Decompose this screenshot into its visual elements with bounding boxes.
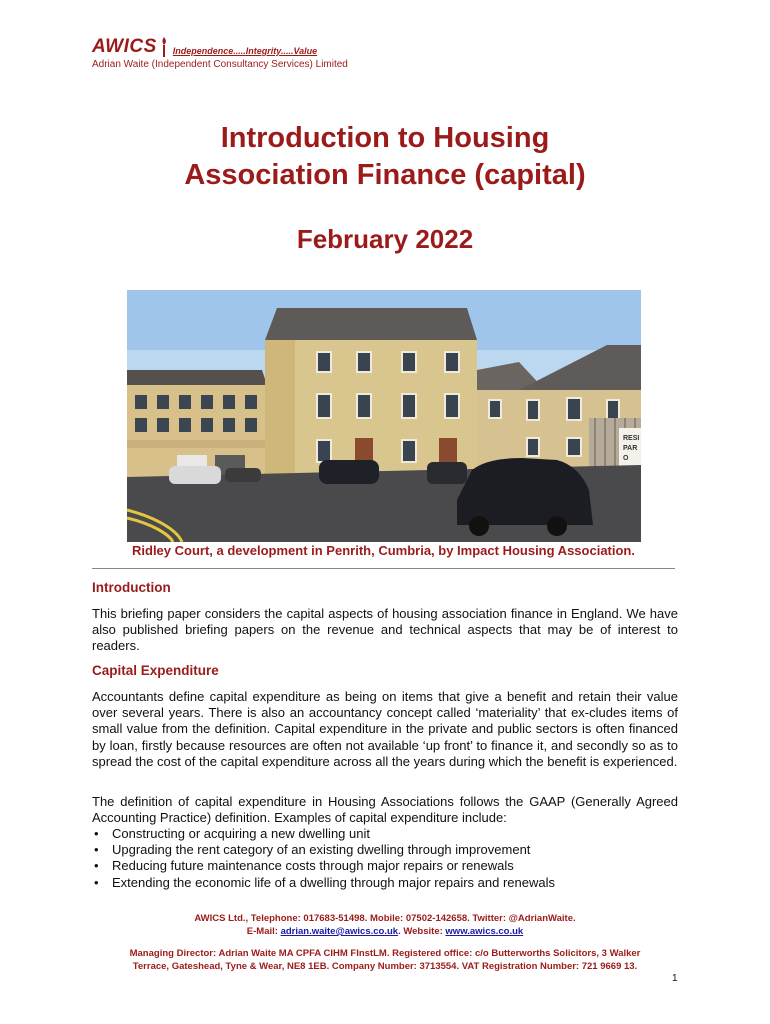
registration-line-1: Managing Director: Adrian Waite MA CPFA CIHM FInstLM. Registered office: c/o Butterworths Solicitors, 3 Walker	[129, 948, 641, 959]
page-header	[92, 36, 348, 70]
company-name: Adrian Waite (Independent Consultancy Services) Limited	[92, 59, 348, 70]
caption-divider	[92, 568, 675, 569]
housing-photo	[127, 290, 641, 542]
email-label: E-Mail:	[246, 926, 281, 937]
list-item: • Extending the economic life of a dwelling through major repairs and renewals	[92, 875, 678, 891]
list-item: • Reducing future maintenance costs through major repairs or renewals	[92, 858, 678, 874]
page-number: 1	[672, 973, 678, 984]
tagline: Independence.....Integrity.....Value	[172, 46, 318, 56]
footer-web-line	[0, 925, 770, 938]
website-label: . Website:	[398, 926, 446, 937]
sign-text-1: RESI	[623, 435, 640, 442]
torch-icon	[159, 36, 169, 58]
introduction-paragraph: This briefing paper considers the capital aspects of housing association finance in England. We have also published briefing papers on the revenue and technical aspects that may be of interest to readers.	[92, 606, 678, 654]
website-link[interactable]: www.awics.co.uk	[445, 926, 524, 937]
sign-text-3: O	[623, 455, 629, 462]
capital-expenditure-examples	[92, 826, 678, 891]
document-date: February 2022	[296, 224, 474, 254]
title-line-2: Association Finance (capital)	[184, 159, 586, 191]
footer-registration	[0, 947, 770, 973]
housing-photo-illustration	[127, 290, 641, 542]
email-link[interactable]: adrian.waite@awics.co.uk	[280, 926, 399, 937]
registration-line-2: Terrace, Gateshead, Tyne & Wear, NE8 1EB. Company Number: 3713554. VAT Registration Number: 721 9669 13.	[132, 961, 638, 972]
title-line-1: Introduction to Housing	[220, 122, 550, 154]
page-title	[0, 120, 770, 194]
capital-expenditure-heading: Capital Expenditure	[92, 663, 219, 678]
capital-expenditure-paragraph-1: Accountants define capital expenditure as being on items that give a benefit and retain their value over several years. There is also an accountancy concept called ‘materiality’ that ex-cludes items of small value from the definition. Capital expenditure in the private and public sectors is often financed by loan, firstly because resources are often not available ‘up front’ to finance it, and secondly so as to spread the cost of the capital expenditure across all the years during which the benefit is experienced.	[92, 689, 678, 769]
footer-contact	[0, 912, 770, 938]
capital-expenditure-paragraph-2: The definition of capital expenditure in Housing Associations follows the GAAP (Generally Agreed Accounting Practice) definition. Examples of capital expenditure include:	[92, 794, 678, 826]
list-item: • Upgrading the rent category of an existing dwelling through improvement	[92, 842, 678, 858]
photo-caption: Ridley Court, a development in Penrith, Cumbria, by Impact Housing Association.	[132, 543, 635, 558]
sign-text-2: PAR	[623, 445, 638, 452]
list-item: • Constructing or acquiring a new dwelling unit	[92, 826, 678, 842]
awics-logo: AWICS	[92, 36, 157, 57]
logo-line	[92, 36, 348, 58]
introduction-heading: Introduction	[92, 580, 171, 595]
footer-contact-line: AWICS Ltd., Telephone: 017683-51498. Mobile: 07502-142658. Twitter: @AdrianWaite.	[194, 913, 576, 924]
